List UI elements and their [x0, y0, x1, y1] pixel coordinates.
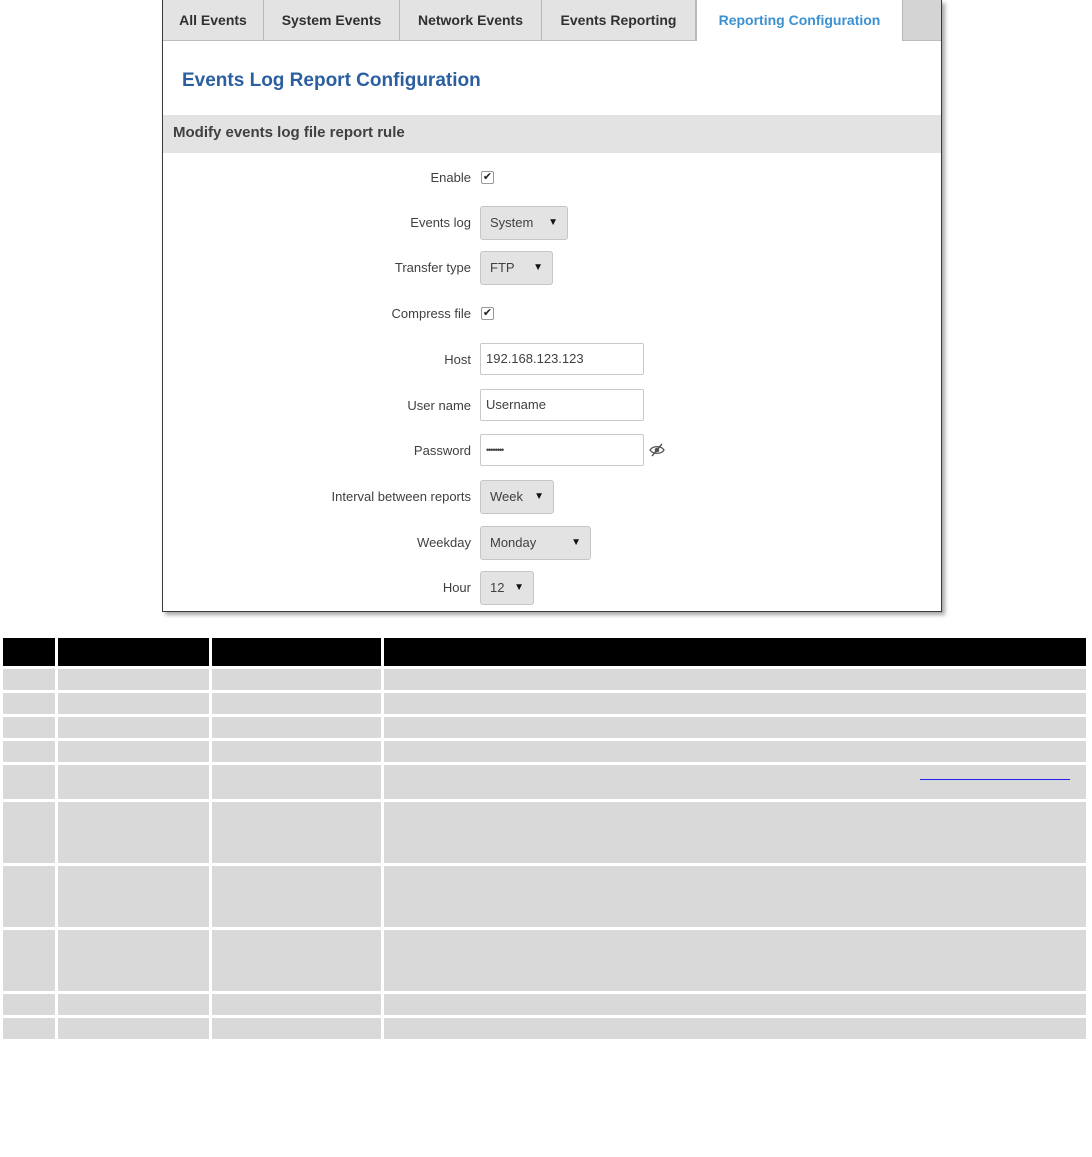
- compress-file-label: Compress file: [391, 306, 471, 321]
- table-row: [3, 692, 1088, 716]
- table-row: [3, 801, 1088, 865]
- interval-label: Interval between reports: [331, 489, 471, 504]
- table-header-cell: [3, 638, 56, 668]
- check-icon: ✔: [482, 307, 493, 319]
- table-cell: [210, 668, 382, 692]
- table-cell: [382, 993, 1088, 1017]
- hour-select[interactable]: [480, 571, 534, 605]
- table-cell: [210, 993, 382, 1017]
- enable-checkbox[interactable]: [481, 171, 494, 184]
- table-cell: [210, 716, 382, 740]
- table-cell: [56, 1017, 210, 1041]
- table-cell: [382, 865, 1088, 929]
- config-screenshot: [162, 0, 942, 612]
- table-cell: [210, 764, 382, 801]
- table-cell: [56, 801, 210, 865]
- weekday-label: Weekday: [417, 535, 471, 550]
- weekday-value: Monday: [490, 535, 537, 550]
- interval-select[interactable]: [480, 480, 554, 514]
- table-cell: [3, 740, 56, 764]
- caret-down-icon: ▼: [514, 582, 524, 593]
- weekday-row: [163, 526, 941, 560]
- caret-down-icon: ▼: [534, 491, 544, 502]
- table-cell: [3, 764, 56, 801]
- table-row: [3, 993, 1088, 1017]
- transfer-type-row: [163, 251, 941, 285]
- caret-down-icon: ▼: [533, 262, 543, 273]
- hour-row: [163, 571, 941, 605]
- table-cell: [3, 716, 56, 740]
- password-row: [163, 434, 941, 468]
- table-cell: [382, 692, 1088, 716]
- caret-down-icon: ▼: [571, 537, 581, 548]
- hour-label: Hour: [442, 580, 471, 595]
- weekday-select[interactable]: [480, 526, 591, 560]
- table-cell: [210, 692, 382, 716]
- table-cell: [3, 692, 56, 716]
- table-header-cell: [382, 638, 1088, 668]
- tab-reporting-configuration[interactable]: Reporting Configuration: [696, 0, 903, 41]
- table-cell: [382, 929, 1088, 993]
- username-input[interactable]: Username: [480, 389, 644, 421]
- table-cell: [210, 865, 382, 929]
- table-cell: [56, 929, 210, 993]
- enable-row: [163, 161, 941, 195]
- table-cell: [210, 801, 382, 865]
- table-cell: [56, 668, 210, 692]
- username-label: User name: [407, 398, 471, 413]
- events-log-select[interactable]: [480, 206, 568, 240]
- table-header-row: [3, 638, 1088, 668]
- table-header-cell: [56, 638, 210, 668]
- username-row: [163, 389, 941, 423]
- table-row: [3, 929, 1088, 993]
- table-row: [3, 865, 1088, 929]
- table-row: [3, 668, 1088, 692]
- section-header: [163, 115, 941, 153]
- table-cell: [3, 929, 56, 993]
- table-row: [3, 764, 1088, 801]
- table-cell: [56, 740, 210, 764]
- interval-row: [163, 480, 941, 514]
- caret-down-icon: ▼: [548, 217, 558, 228]
- table-cell: [3, 865, 56, 929]
- parameter-table: [3, 638, 1089, 1042]
- page-title: Events Log Report Configuration: [182, 70, 481, 91]
- table-cell: [56, 764, 210, 801]
- table-cell: [3, 993, 56, 1017]
- transfer-type-select[interactable]: [480, 251, 553, 285]
- compress-file-checkbox[interactable]: [481, 307, 494, 320]
- table-cell: [382, 801, 1088, 865]
- table-cell: [210, 740, 382, 764]
- host-row: [163, 343, 941, 377]
- interval-value: Week: [490, 489, 523, 504]
- password-label: Password: [413, 443, 471, 458]
- table-row: [3, 740, 1088, 764]
- table-cell: [56, 993, 210, 1017]
- events-log-value: System: [490, 215, 534, 230]
- tab-bar: [163, 0, 941, 41]
- table-cell: [382, 668, 1088, 692]
- table-cell: [210, 1017, 382, 1041]
- compress-file-row: [163, 297, 941, 331]
- table-cell: [382, 740, 1088, 764]
- eye-slash-icon[interactable]: [649, 442, 665, 458]
- hour-value: 12: [490, 580, 505, 595]
- table-cell: [3, 668, 56, 692]
- table-cell: [56, 692, 210, 716]
- tab-all-events[interactable]: All Events: [163, 0, 264, 40]
- table-cell: [210, 929, 382, 993]
- host-input[interactable]: 192.168.123.123: [480, 343, 644, 375]
- tab-system-events[interactable]: System Events: [264, 0, 400, 40]
- events-log-row: [163, 206, 941, 240]
- table-row: [3, 1017, 1088, 1041]
- table-cell: [382, 764, 1088, 801]
- tab-network-events[interactable]: Network Events: [400, 0, 542, 40]
- check-icon: ✔: [482, 171, 493, 183]
- table-link[interactable]: [920, 779, 1070, 780]
- table-cell: [56, 716, 210, 740]
- table-cell: [382, 1017, 1088, 1041]
- table-row: [3, 716, 1088, 740]
- events-log-label: Events log: [410, 215, 471, 230]
- section-title: Modify events log file report rule: [173, 124, 405, 141]
- transfer-type-value: FTP: [490, 260, 515, 275]
- table-cell: [56, 865, 210, 929]
- password-input[interactable]: ••••••••: [480, 434, 644, 466]
- enable-label: Enable: [430, 170, 471, 185]
- table-header-cell: [210, 638, 382, 668]
- table-cell: [3, 801, 56, 865]
- host-label: Host: [444, 352, 471, 367]
- table-cell: [3, 1017, 56, 1041]
- tab-events-reporting[interactable]: Events Reporting: [542, 0, 696, 40]
- table-cell: [382, 716, 1088, 740]
- transfer-type-label: Transfer type: [394, 260, 471, 275]
